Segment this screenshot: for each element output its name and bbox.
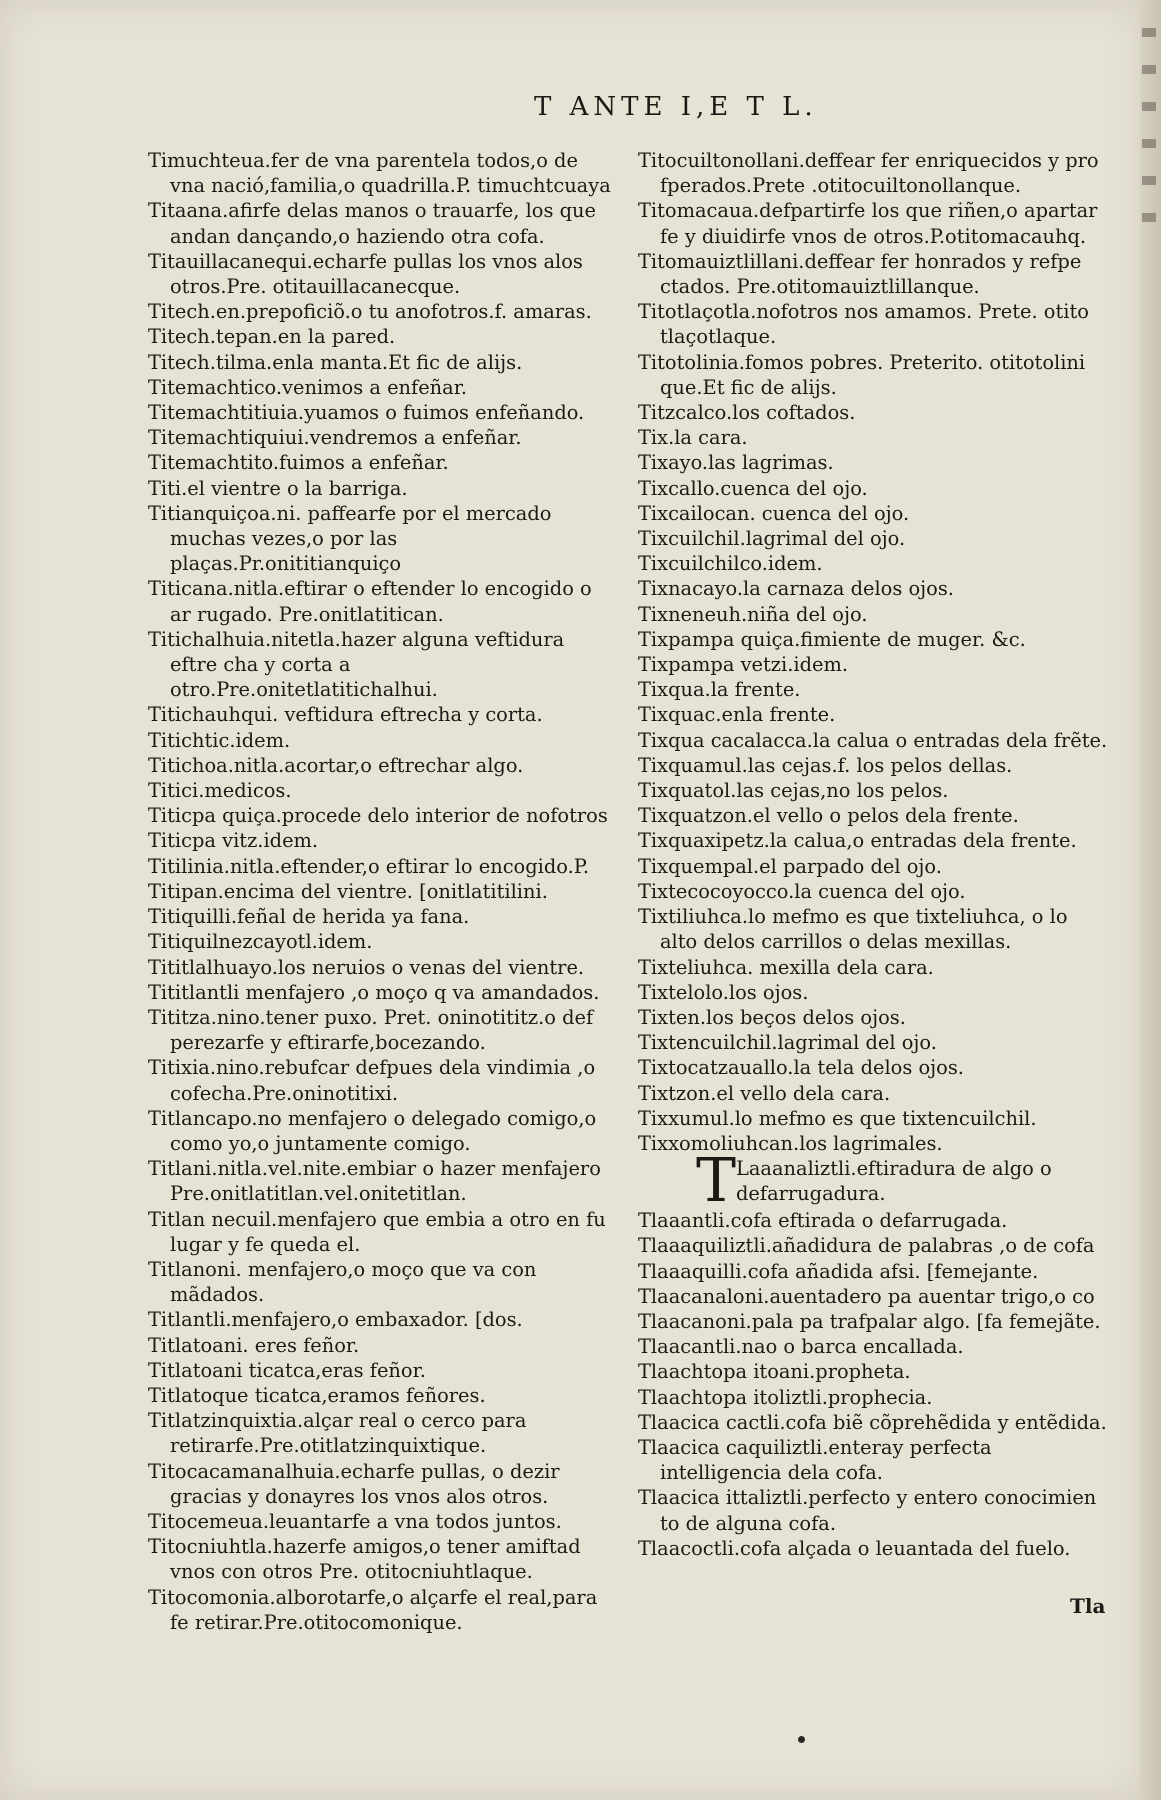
section-lead-entry: Laaanaliztli.eftiradura de algo o defarrugadura. — [736, 1157, 1052, 1206]
dictionary-entry: Tixcuilchil.lagrimal del ojo. — [638, 527, 906, 551]
dictionary-entry: Titlatoque ticatca,eramos feñores. — [148, 1383, 486, 1407]
dictionary-entry: Titlancapo.no menfajero o delegado comigo,o como yo,o juntamente comigo. — [148, 1106, 597, 1155]
dictionary-entry: Tixquatol.las cejas,no los pelos. — [638, 779, 949, 803]
dictionary-entry: Tlaacanaloni.auentadero pa auentar trigo,o co — [638, 1284, 1095, 1308]
dictionary-entry: Tixteliuhca. mexilla dela cara. — [638, 955, 934, 979]
dictionary-entry: Titianquiçoa.ni. paffearfe por el mercado muchas vezes,o por las plaças.Pr.onititianquiço — [148, 501, 552, 576]
page-mark — [798, 1736, 805, 1743]
dictionary-entry: Tititza.nino.tener puxo. Pret. oninotititz.o def perezarfe y eftirarfe,bocezando. — [148, 1005, 594, 1055]
section-tla — [638, 1146, 1108, 1217]
dictionary-entry: Tixtelolo.los ojos. — [638, 980, 809, 1004]
dictionary-entry: Tlaachtopa itoani.propheta. — [638, 1360, 911, 1384]
dictionary-entry: Titauillacanequi.echarfe pullas los vnos alos otros.Pre. otitauillacanecque. — [148, 249, 583, 299]
dictionary-entry: Tlaacica ittaliztli.perfecto y entero conocimien to de alguna cofa. — [638, 1486, 1097, 1535]
dictionary-entry: Titocuiltonollani.deffear fer enriquecidos y pro fperados.Prete .otitocuiltonollanque. — [638, 149, 1099, 198]
dictionary-entry: Tlaaantli.cofa eftirada o defarrugada. — [638, 1209, 1008, 1233]
dictionary-entry: Titicpa quiça.procede delo interior de nofotros — [148, 804, 608, 828]
dictionary-entry: Titemachtitiuia.yuamos o fuimos enfeñando. — [148, 401, 585, 425]
dictionary-entry: Tixxomoliuhcan.los lagrimales. — [638, 1131, 943, 1155]
dictionary-entry: Tixquaxipetz.la calua,o entradas dela frente. — [638, 829, 1077, 853]
dictionary-entry: Titocomonia.alborotarfe,o alçarfe el real,para fe retirar.Pre.otitocomonique. — [148, 1585, 598, 1634]
dictionary-entry: Tlaaaquiliztli.añadidura de palabras ,o de cofa — [638, 1234, 1095, 1258]
dictionary-entry: Tlaacica caquiliztli.enteray perfecta intelligencia dela cofa. — [638, 1435, 992, 1485]
dictionary-entry: Titotlaçotla.nofotros nos amamos. Prete. otito tlaçotlaque. — [638, 300, 1089, 349]
dictionary-entry: Tlaacoctli.cofa alçada o leuantada del fuelo. — [638, 1536, 1071, 1560]
dictionary-entry: Titichoa.nitla.acortar,o eftrechar algo. — [148, 753, 524, 777]
dictionary-entry: Tixneneuh.niña del ojo. — [638, 602, 868, 626]
dictionary-entry: Tixquamul.las cejas.f. los pelos dellas. — [638, 753, 1013, 777]
dictionary-entry: Titlatoani. eres feñor. — [148, 1333, 360, 1357]
dictionary-entry: Titipan.encima del vientre. [onitlatitilini. — [148, 879, 548, 903]
dictionary-entry: Titlatzinquixtia.alçar real o cerco para retirarfe.Pre.otitlatzinquixtique. — [148, 1409, 527, 1458]
dictionary-entry: Tititlalhuayo.los neruios o venas del vientre. — [148, 955, 585, 979]
dictionary-entry: Titilinia.nitla.eftender,o eftirar lo encogido.P. — [148, 854, 590, 878]
dictionary-entry: Tixnacayo.la carnaza delos ojos. — [638, 577, 954, 601]
dictionary-entry: Tixxumul.lo mefmo es que tixtencuilchil. — [638, 1106, 1037, 1130]
dictionary-entry: Timuchteua.fer de vna parentela todos,o de vna nació,familia,o quadrilla.P. timuchtcuaya — [148, 149, 611, 198]
dictionary-entry: Tixcuilchilco.idem. — [638, 552, 823, 576]
dictionary-entry: Tixayo.las lagrimas. — [638, 451, 834, 475]
dictionary-entry: Titocemeua.leuantarfe a vna todos juntos. — [148, 1509, 562, 1533]
dictionary-entry: Titlan necuil.menfajero que embia a otro en fu lugar y fe queda el. — [148, 1207, 606, 1256]
dictionary-entry: Titichauhqui. veftidura eftrecha y corta. — [148, 703, 543, 727]
dictionary-entry: Tlaacantli.nao o barca encallada. — [638, 1335, 964, 1359]
dictionary-entry: Tixcallo.cuenca del ojo. — [638, 476, 868, 500]
dictionary-entry: Titichalhuia.nitetla.hazer alguna veftidura eftre cha y corta a otro.Pre.onitetlatitichalhui. — [148, 627, 565, 702]
running-header: T ANTE I,E T L. — [534, 92, 818, 122]
dictionary-entry: Tixtecocoyocco.la cuenca del ojo. — [638, 879, 966, 903]
dictionary-entry: Tixqua cacalacca.la calua o entradas dela frẽte. — [638, 728, 1108, 752]
dictionary-entry: Titech.tepan.en la pared. — [148, 325, 396, 349]
dictionary-entry: Tixpampa vetzi.idem. — [638, 653, 849, 677]
dictionary-entry: Titiquilli.feñal de herida ya fana. — [148, 905, 470, 929]
catchword: Tla — [1070, 1594, 1106, 1618]
dictionary-entry: Titech.tilma.enla manta.Et fic de alijs. — [148, 350, 523, 374]
dictionary-entry: Tlaachtopa itoliztli.prophecia. — [638, 1385, 933, 1409]
dictionary-entry: Tixtiliuhca.lo mefmo es que tixteliuhca, o lo alto delos carrillos o delas mexillas. — [638, 905, 1068, 954]
right-column-entries-bottom — [638, 1208, 1108, 1561]
dictionary-entry: Tixtencuilchil.lagrimal del ojo. — [638, 1031, 937, 1055]
dictionary-entry: Titemachtico.venimos a enfeñar. — [148, 375, 468, 399]
dictionary-entry: Titicpa vitz.idem. — [148, 829, 319, 853]
dictionary-entry: Tixqua.la frente. — [638, 678, 801, 702]
dictionary-entry: Titzcalco.los coftados. — [638, 401, 856, 425]
dictionary-entry: Tititlantli menfajero ,o moço q va amandados. — [148, 980, 600, 1004]
dictionary-entry: Titocniuhtla.hazerfe amigos,o tener amiftad vnos con otros Pre. otitocniuhtlaque. — [148, 1535, 581, 1584]
dictionary-entry: Titici.medicos. — [148, 779, 292, 803]
dictionary-entry: Titemachtito.fuimos a enfeñar. — [148, 451, 449, 475]
dictionary-entry: Titixia.nino.rebufcar defpues dela vindimia ,o cofecha.Pre.oninotitixi. — [148, 1056, 596, 1105]
dictionary-entry: Titlanoni. menfajero,o moço que va con mãdados. — [148, 1257, 537, 1307]
dictionary-entry: Titlantli.menfajero,o embaxador. [dos. — [148, 1308, 523, 1332]
dictionary-entry: Titocacamanalhuia.echarfe pullas, o dezir gracias y donayres los vnos alos otros. — [148, 1459, 560, 1508]
dictionary-entry: Titemachtiquiui.vendremos a enfeñar. — [148, 426, 522, 450]
dictionary-entry: Tlaaaquilli.cofa añadida afsi. [femejante. — [638, 1259, 1039, 1283]
right-column — [638, 148, 1108, 1561]
dictionary-entry: Titicana.nitla.eftirar o eftender lo encogido o ar rugado. Pre.onitlatitican. — [148, 577, 592, 626]
dictionary-entry: Titlani.nitla.vel.nite.embiar o hazer menfajero Pre.onitlatitlan.vel.onitetitlan. — [148, 1157, 601, 1206]
facing-page-edge — [1140, 0, 1161, 1800]
dictionary-entry: Titotolinia.fomos pobres. Preterito. otitotolini que.Et fic de alijs. — [638, 350, 1086, 399]
dictionary-entry: Titaana.afirfe delas manos o trauarfe, los que andan dançando,o haziendo otra cofa. — [148, 199, 596, 248]
dictionary-entry: Tixquempal.el parpado del ojo. — [638, 854, 942, 878]
dictionary-entry: Titomauiztlillani.deffear fer honrados y refpe ctados. Pre.otitomauiztlillanque. — [638, 249, 1082, 299]
dictionary-entry: Tixquac.enla frente. — [638, 703, 836, 727]
dictionary-entry: Tixquatzon.el vello o pelos dela frente. — [638, 804, 1019, 828]
dictionary-entry: Titech.en.prepoficiõ.o tu anofotros.f. amaras. — [148, 300, 592, 324]
dictionary-entry: Tixtzon.el vello dela cara. — [638, 1081, 891, 1105]
dictionary-entry: Tixtocatzauallo.la tela delos ojos. — [638, 1056, 964, 1080]
dictionary-entry: Titiquilnezcayotl.idem. — [148, 930, 373, 954]
dictionary-entry: Tixten.los beços delos ojos. — [638, 1005, 906, 1029]
drop-cap-initial: T — [696, 1146, 737, 1217]
dictionary-entry: Tixpampa quiça.fimiente de muger. &c. — [638, 627, 1026, 651]
dictionary-entry: Tlaacica cactli.cofa biẽ cõprehẽdida y entẽdida. — [638, 1410, 1107, 1434]
left-column — [148, 148, 616, 1635]
dictionary-entry: Titichtic.idem. — [148, 728, 291, 752]
dictionary-entry: Titomacaua.defpartirfe los que riñen,o apartar fe y diuidirfe vnos de otros.P.otitomacauhq. — [638, 199, 1098, 248]
dictionary-entry: Titlatoani ticatca,eras feñor. — [148, 1358, 426, 1382]
dictionary-entry: Titi.el vientre o la barriga. — [148, 476, 408, 500]
dictionary-entry: Tix.la cara. — [638, 426, 748, 450]
right-column-entries-top — [638, 148, 1108, 1156]
dictionary-entry: Tlaacanoni.pala pa trafpalar algo. [fa femejãte. — [638, 1309, 1101, 1333]
dictionary-entry: Tixcailocan. cuenca del ojo. — [638, 501, 910, 525]
